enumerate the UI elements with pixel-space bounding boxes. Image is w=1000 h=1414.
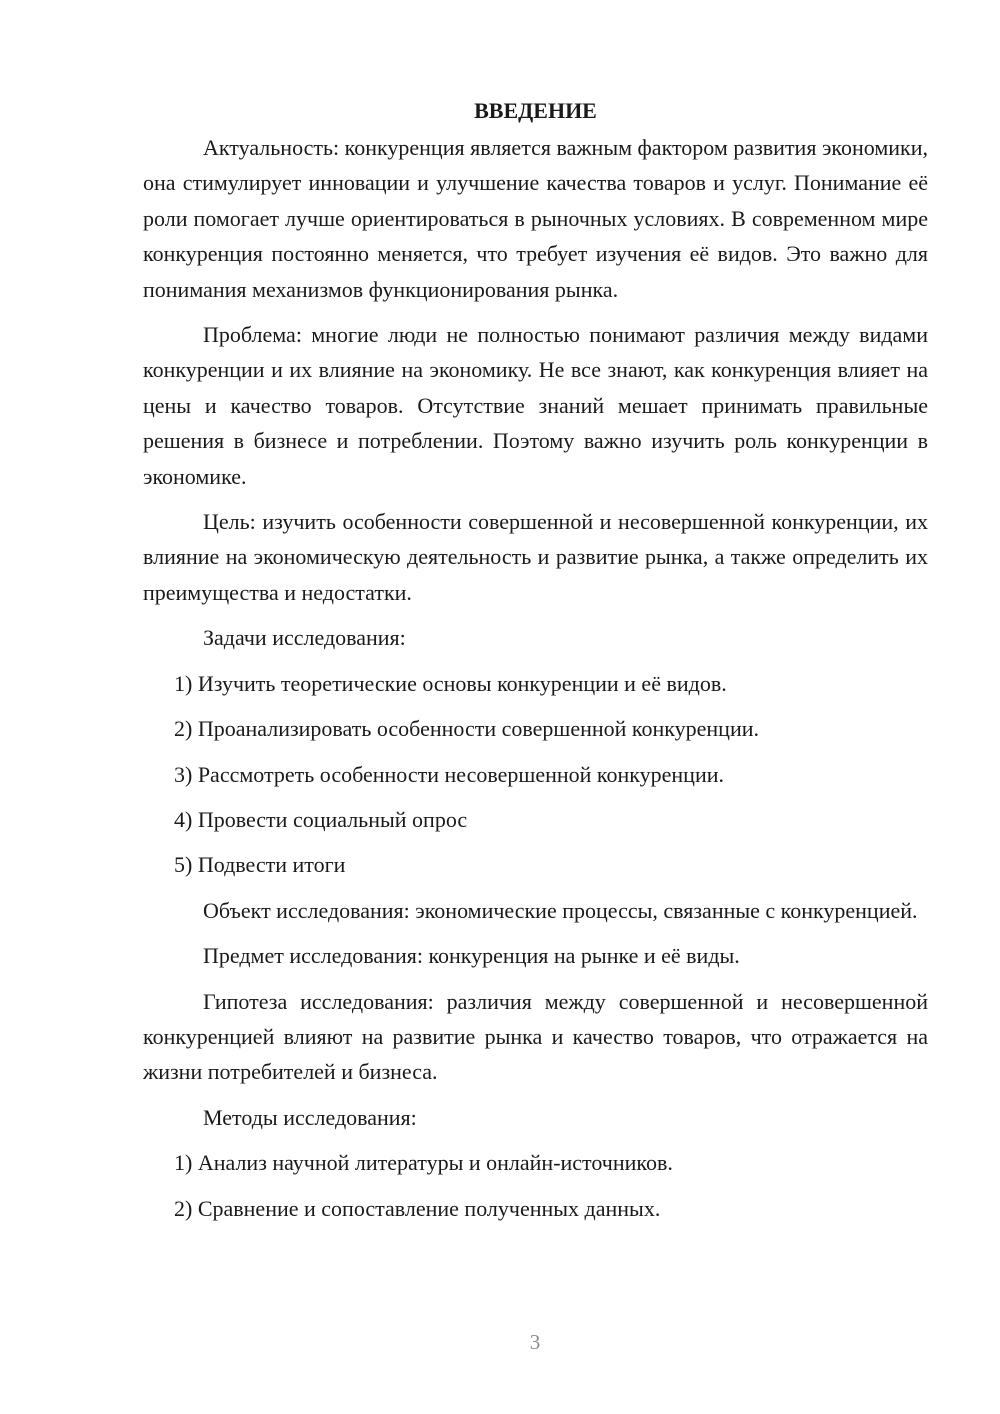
object-paragraph: Объект исследования: экономические процессы, связанные с конкуренцией. [203,897,918,923]
section-heading: ВВЕДЕНИЕ [474,98,597,123]
method-item-1: 1) Анализ научной литературы и онлайн-источников. [174,1150,673,1176]
task-item-1: 1) Изучить теоретические основы конкуренции и её видов. [174,670,727,696]
relevance-paragraph: Актуальность: конкуренция является важным фактором развития экономики, она стимулирует инновации и улучшение качества товаров и услуг. Понимание её роли помогает лучше ориентироваться в рыночных условиях. В современном мире конкуренция постоянно меняется, что требует изучения её видов. Это важно для понимания механизмов функционирования рынка. [143,135,928,302]
goal-paragraph: Цель: изучить особенности совершенной и несовершенной конкуренции, их влияние на экономическую деятельность и развитие рынка, а также определить их преимущества и недостатки. [143,509,928,605]
page-number: 3 [529,1330,541,1354]
methods-label: Методы исследования: [203,1104,417,1130]
page-content [143,93,928,1236]
method-item-2: 2) Сравнение и сопоставление полученных данных. [174,1195,661,1221]
task-item-4: 4) Провести социальный опрос [174,806,468,832]
task-item-2: 2) Проанализировать особенности совершенной конкуренции. [174,716,759,742]
task-item-5: 5) Подвести итоги [174,852,346,878]
subject-paragraph: Предмет исследования: конкуренция на рынке и её виды. [203,943,740,969]
hypothesis-paragraph: Гипотеза исследования: различия между совершенной и несовершенной конкуренцией влияют на развитие рынка и качество товаров, что отражается на жизни потребителей и бизнеса. [143,988,928,1085]
tasks-label: Задачи исследования: [203,625,406,651]
problem-paragraph: Проблема: многие люди не полностью понимают различия между видами конкуренции и их влияние на экономику. Не все знают, как конкуренция влияет на цены и качество товаров. Отсутствие знаний мешает принимать правильные решения в бизнесе и потреблении. Поэтому важно изучить роль конкуренции в экономике. [143,322,928,489]
task-item-3: 3) Рассмотреть особенности несовершенной конкуренции. [174,761,724,787]
